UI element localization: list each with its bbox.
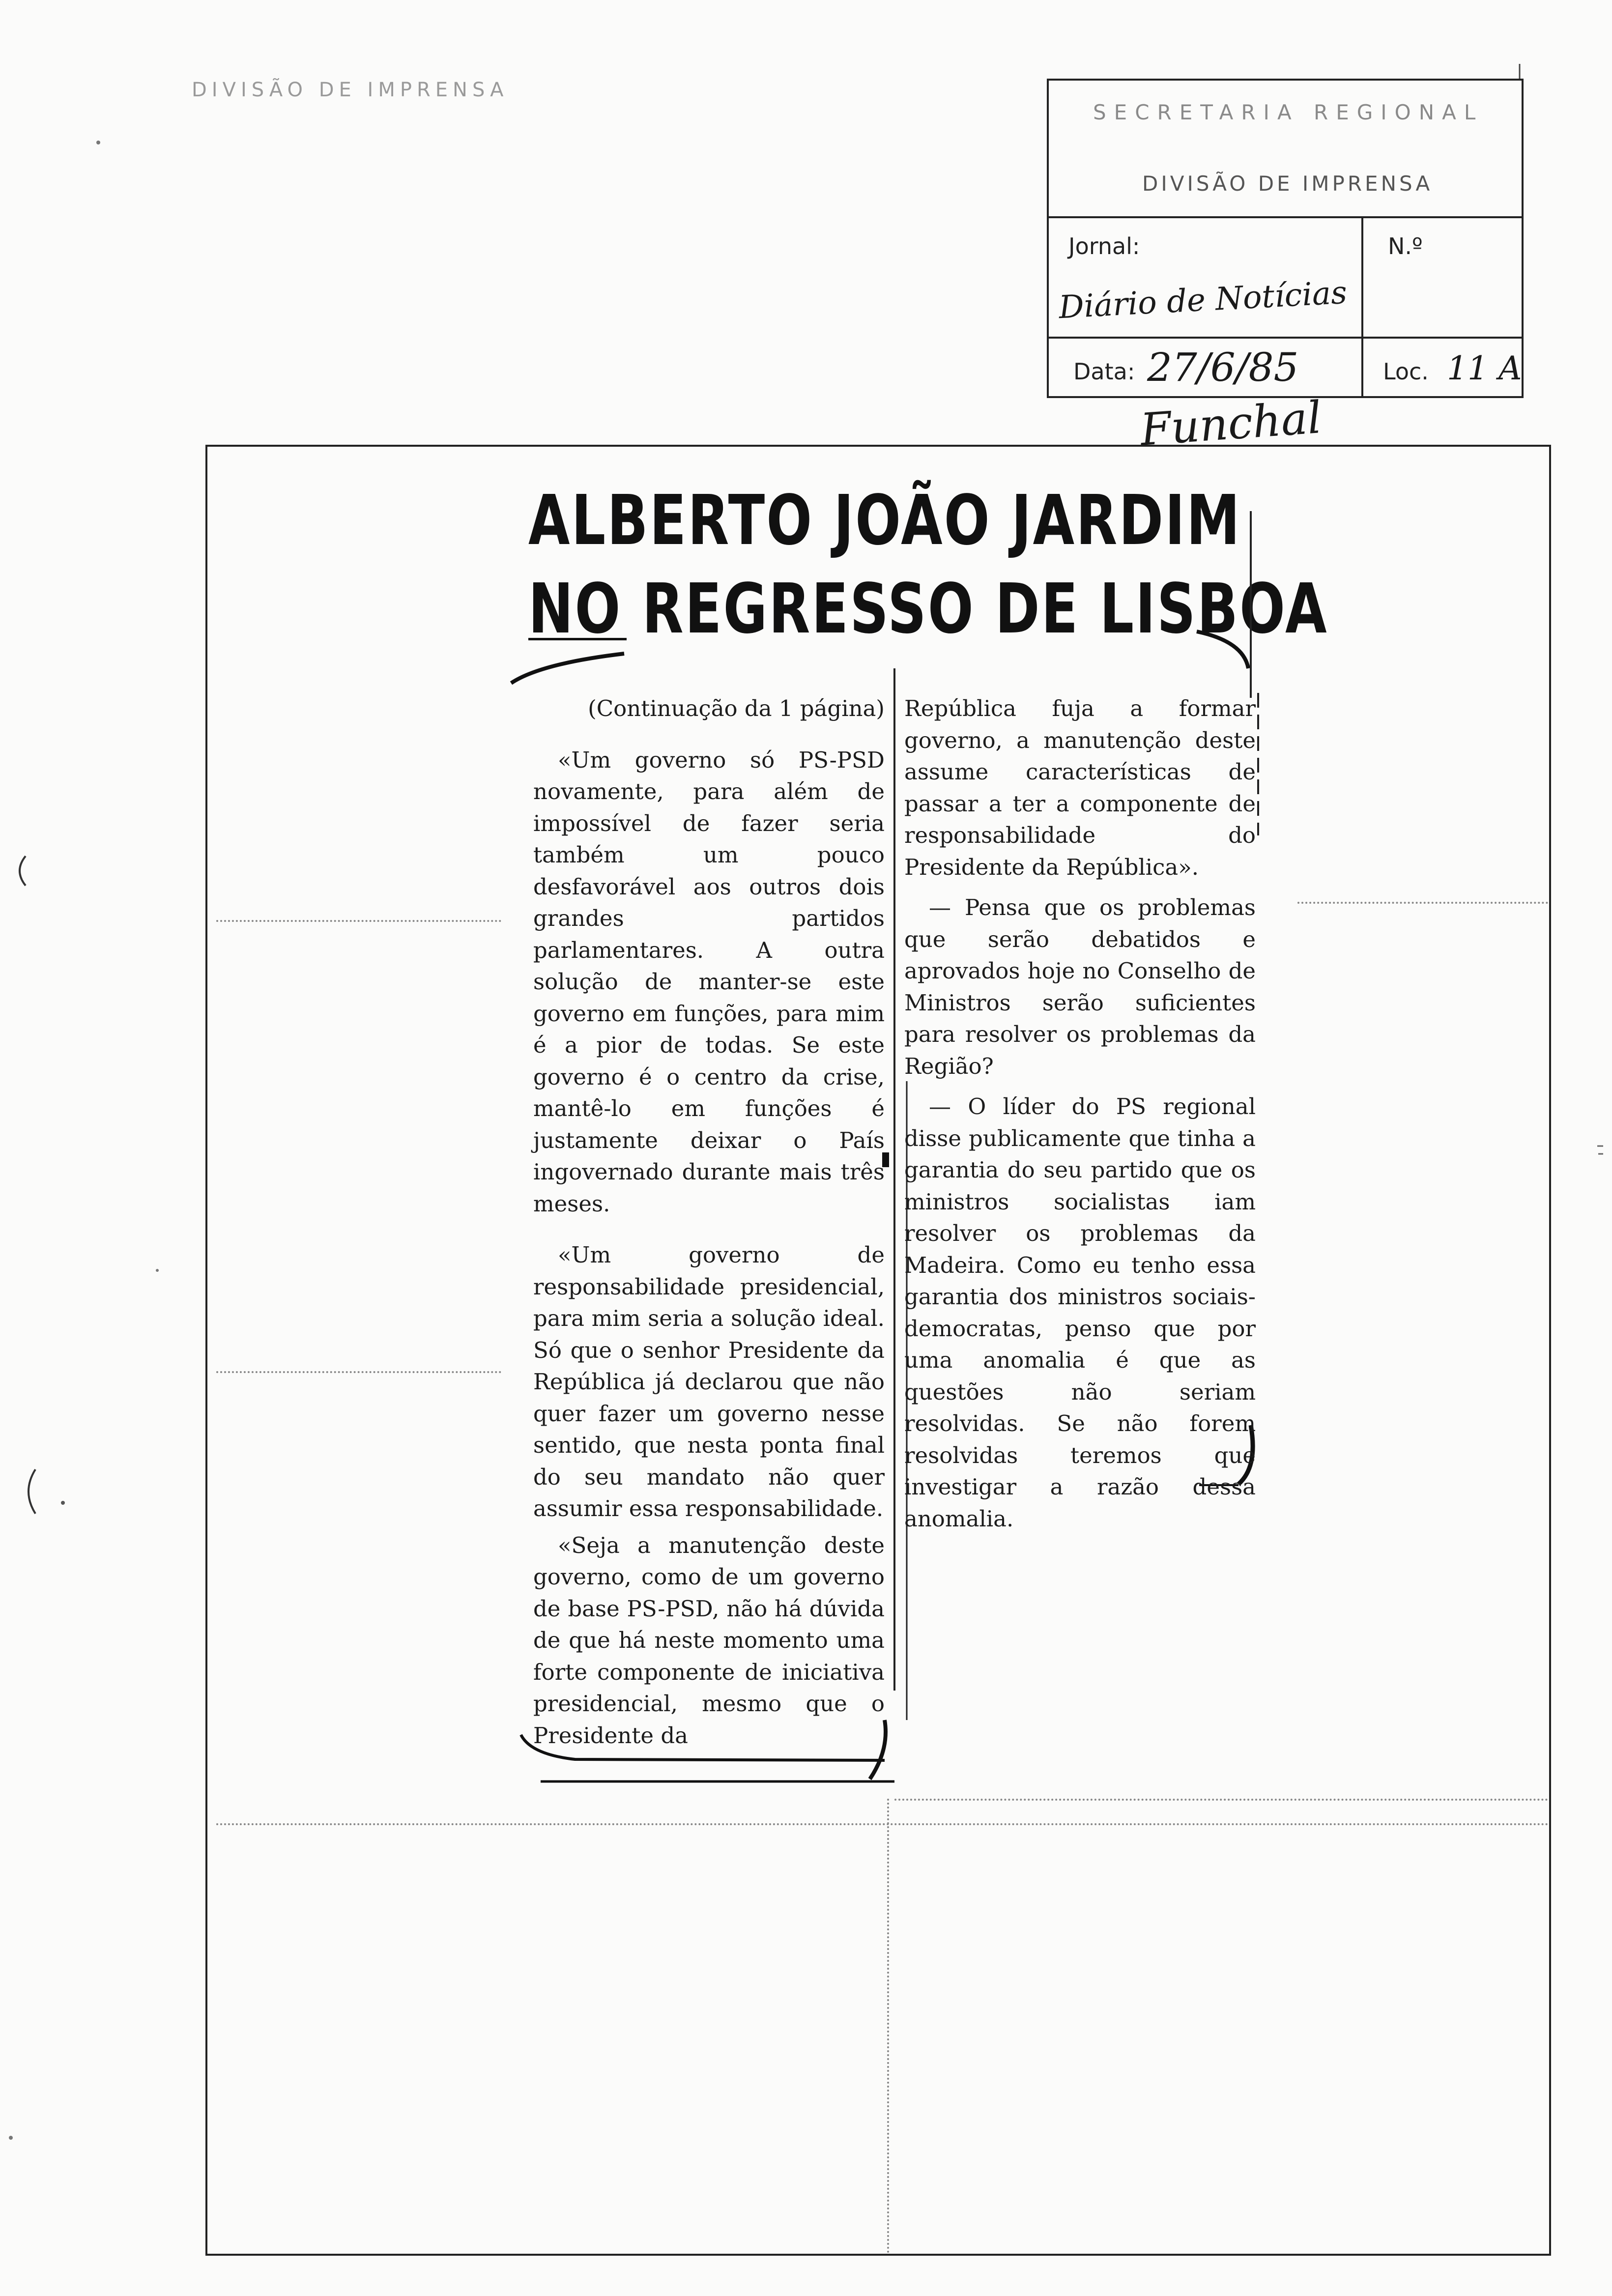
- stamp-jornal-label: Jornal:: [1068, 233, 1140, 259]
- article-column-right: [904, 693, 1256, 1535]
- stamp-loc-value: 11 A: [1447, 349, 1522, 387]
- handwritten-note: Funchal: [1138, 392, 1324, 456]
- scan-fragment-text: DIVISÃO DE IMPRENSA: [192, 79, 509, 101]
- right-paragraph-2: — Pensa que os problemas que serão debatidos e aprovados hoje no Conselho de Ministros serão suficientes para resolver os problemas da Região?: [904, 894, 1256, 1079]
- stamp-number-label: N.º: [1388, 233, 1423, 259]
- stamp-header-line1: SECRETARIA REGIONAL: [1093, 100, 1484, 124]
- headline-line2: NO REGRESSO DE LISBOA: [528, 569, 1328, 649]
- left-paragraph-3: «Seja a manutenção deste governo, como de um governo de base PS-PSD, não há dúvida de que há neste momento uma forte componente de iniciativa presidencial, mesmo que o Presidente da: [533, 1532, 885, 1749]
- stamp-loc-label: Loc.: [1383, 358, 1429, 385]
- stamp-date-value: 27/6/85: [1147, 344, 1299, 390]
- headline-line1: ALBERTO JOÃO JARDIM: [528, 481, 1241, 561]
- right-paragraph-3: — O líder do PS regional disse publicamente que tinha a garantia do seu partido que os ministros socialistas iam resolver os problemas da Madeira. Como eu tenho essa garantia dos ministros sociais-democratas, penso que por uma anomalia é que as questões não seriam resolvidas. Se não forem resolvidas teremos que investigar a razão dessa anomalia.: [904, 1093, 1256, 1532]
- article-column-left: [533, 693, 885, 1751]
- stamp-jornal-value: Diário de Notícias: [1058, 274, 1348, 326]
- stamp-header-line2: DIVISÃO DE IMPRENSA: [1142, 172, 1433, 196]
- left-paragraph-1: «Um governo só PS-PSD novamente, para além de impossível de fazer seria também um pouco desfavorável aos outros dois grandes partidos parlamentares. A outra solução de manter-se este governo em funções, para mim é a pior de todas. Se este governo é o centro da crise, mantê-lo em funções é justamente deixar o País ingovernado durante mais três meses.: [533, 746, 885, 1217]
- left-paragraph-2: «Um governo de responsabilidade presidencial, para mim seria a solução ideal. Só que o senhor Presidente da República já declarou que não quer fazer um governo nesse sentido, que nesta ponta final do seu mandato não quer assumir essa responsabilidade.: [533, 1242, 885, 1521]
- stamp-date-label: Data:: [1073, 358, 1135, 385]
- continuation-note: (Continuação da 1 página): [588, 695, 885, 721]
- right-paragraph-1: República fuja a formar governo, a manutenção deste assume características de passar a ter a componente de responsabilidade do Presidente da República».: [904, 695, 1256, 880]
